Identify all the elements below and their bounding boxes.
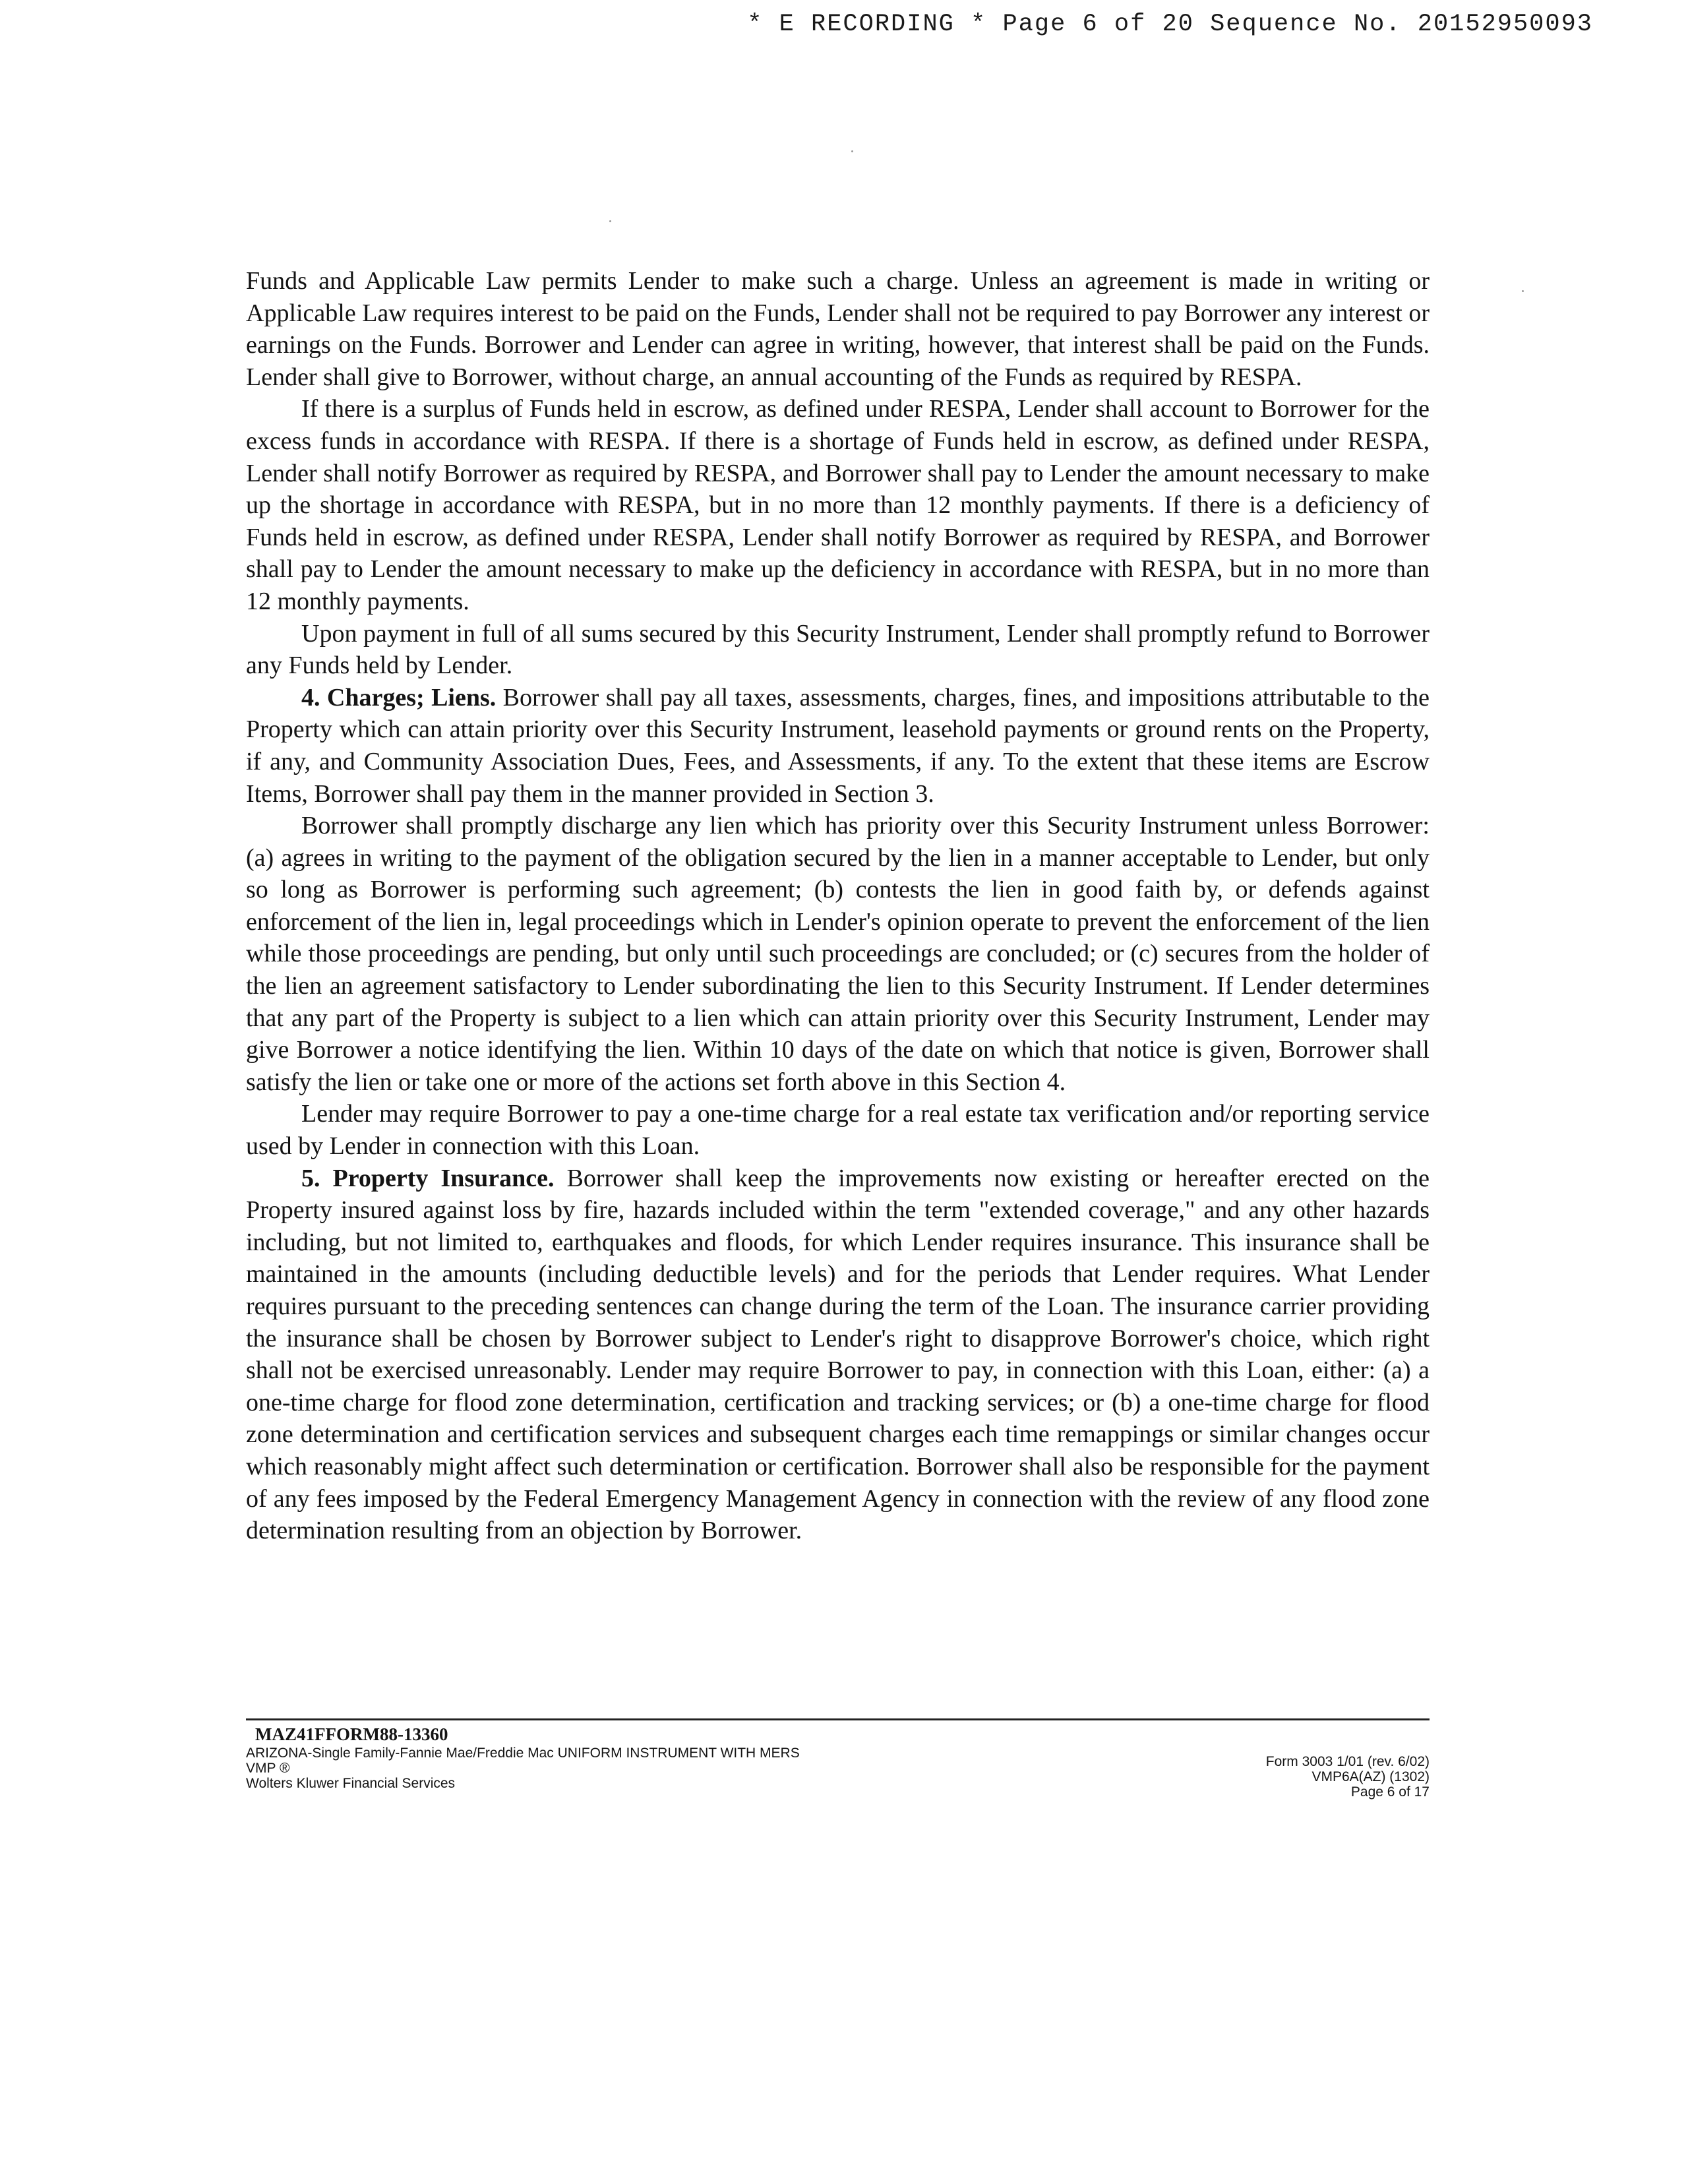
scan-speck	[1522, 290, 1524, 292]
footer-page-number: Page 6 of 17	[1350, 1784, 1430, 1800]
footer-vmp-code: VMP6A(AZ) (1302)	[1311, 1769, 1430, 1784]
paragraph-charges-liens	[246, 682, 1430, 810]
paragraph-tax-verification: Lender may require Borrower to pay a one-time charge for a real estate tax verification and/or reporting service used by Lender in connection with this Loan.	[246, 1100, 1430, 1161]
paragraph-refund: Upon payment in full of all sums secured by this Security Instrument, Lender shall promptly refund to Borrower any Funds held by Lender.	[246, 619, 1430, 680]
footer-right	[1266, 1754, 1430, 1800]
form-code: MAZ41FFORM88-13360	[255, 1724, 448, 1744]
paragraph-property-insurance	[246, 1163, 1430, 1547]
scan-speck	[609, 220, 611, 222]
footer-publisher: Wolters Kluwer Financial Services	[246, 1776, 456, 1791]
paragraph-funds-interest: Funds and Applicable Law permits Lender to make such a charge. Unless an agreement is made in writing or Applicable Law requires interest to be paid on the Funds, Lender shall not be required to pay Borrower any interest or earnings on the Funds. Borrower and Lender can agree in writing, however, that interest shall be paid on the Funds. Lender shall give to Borrower, without charge, an annual accounting of the Funds as required by RESPA.	[246, 267, 1430, 391]
document-body	[246, 265, 1430, 1547]
footer-form-title: ARIZONA-Single Family-Fannie Mae/Freddie Mac UNIFORM INSTRUMENT WITH MERS	[246, 1745, 800, 1761]
footer-form-number: Form 3003 1/01 (rev. 6/02)	[1265, 1754, 1430, 1769]
paragraph-text: Borrower shall keep the improvements now existing or hereafter erected on the Property insured against loss by fire, hazards included within the term "extended coverage," and any other hazards including, but not limited to, earthquakes and floods, for which Lender requires insurance. This insurance shall be maintained in the amounts (including deductible levels) and for the periods that Lender requires. What Lender requires pursuant to the preceding sentences can change during the term of the Loan. The insurance carrier providing the insurance shall be chosen by Borrower subject to Lender's right to disapprove Borrower's choice, which right shall not be exercised unreasonably. Lender may require Borrower to pay, in connection with this Loan, either: (a) a one-time charge for flood zone determination, certification and tracking services; or (b) a one-time charge for flood zone determination and certification services and subsequent charges each time remappings or similar changes occur which reasonably might affect such determination or certification. Borrower shall also be responsible for the payment of any fees imposed by the Federal Emergency Management Agency in connection with the review of any flood zone determination resulting from an objection by Borrower.	[246, 1164, 1430, 1545]
footer-divider	[246, 1718, 1430, 1720]
paragraph-discharge-lien: Borrower shall promptly discharge any lien which has priority over this Security Instrument unless Borrower: (a) agrees in writing to the payment of the obligation secured by the lien in a manner acceptable to Lender, but only so long as Borrower is performing such agreement; (b) contests the lien in good faith by, or defends against enforcement of the lien in, legal proceedings which in Lender's opinion operate to prevent the enforcement of the lien while those proceedings are pending, but only until such proceedings are concluded; or (c) secures from the holder of the lien an agreement satisfactory to Lender subordinating the lien to this Security Instrument. If Lender determines that any part of the Property is subject to a lien which can attain priority over this Security Instrument, Lender may give Borrower a notice identifying the lien. Within 10 days of the date on which that notice is given, Borrower shall satisfy the lien or take one or more of the actions set forth above in this Section 4.	[246, 812, 1430, 1096]
section-heading-charges-liens: 4. Charges; Liens.	[301, 683, 497, 712]
section-heading-property-insurance: 5. Property Insurance.	[301, 1164, 555, 1192]
footer-left	[246, 1724, 1037, 1791]
recording-header: * E RECORDING * Page 6 of 20 Sequence No. 20152950093	[747, 11, 1593, 38]
paragraph-escrow-surplus: If there is a surplus of Funds held in escrow, as defined under RESPA, Lender shall account to Borrower for the excess funds in accordance with RESPA. If there is a shortage of Funds held in escrow, as defined under RESPA, Lender shall notify Borrower as required by RESPA, and Borrower shall pay to Lender the amount necessary to make up the shortage in accordance with RESPA, but in no more than 12 monthly payments. If there is a deficiency of Funds held in escrow, as defined under RESPA, Lender shall notify Borrower as required by RESPA, and Borrower shall pay to Lender the amount necessary to make up the deficiency in accordance with RESPA, but in no more than 12 monthly payments.	[246, 395, 1430, 615]
footer-vmp: VMP ®	[246, 1761, 290, 1776]
paragraph-text: Borrower shall pay all taxes, assessments, charges, fines, and impositions attributable to the Property which can attain priority over this Security Instrument, leasehold payments or ground rents on the Property, if any, and Community Association Dues, Fees, and Assessments, if any. To the extent that these items are Escrow Items, Borrower shall pay them in the manner provided in Section 3.	[246, 683, 1430, 808]
scan-speck	[851, 150, 853, 152]
